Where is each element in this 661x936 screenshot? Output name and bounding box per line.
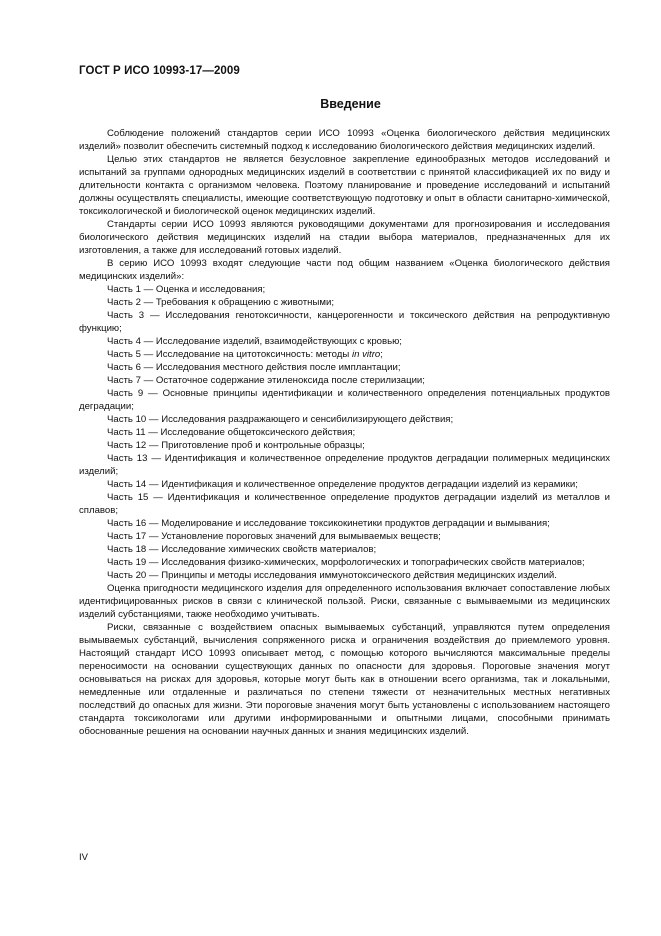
part-number: Часть 4 — (107, 336, 154, 347)
part-title-italic: in vitro (351, 349, 381, 360)
intro-paragraph: Целью этих стандартов не является безусловное закрепление единообразных методов исследований и испытаний за группами однородных медицинских изделий в соответствии с принятой классификацией их по виду и длительности контакта с организмом человека. Поэтому планирование и проведение исследований и испытаний должны осуществлять специалисты, имеющие соответствующую подготовку и опыт в области санитарно-химической, токсикологической и биологической оценок медицинских изделий. (79, 154, 610, 217)
part-number: Часть 15 — (107, 492, 163, 503)
document-header: ГОСТ Р ИСО 10993-17—2009 (79, 65, 240, 77)
part-item (79, 439, 610, 452)
part-title: Исследование на цитотоксичность: методы (155, 349, 352, 360)
part-item (79, 491, 610, 517)
part-item (79, 374, 610, 387)
part-title: Остаточное содержание этиленоксида после стерилизации; (155, 375, 425, 386)
part-title: Исследования местного действия после имплантации; (155, 362, 401, 373)
part-number: Часть 5 — (107, 349, 154, 360)
part-title: Исследование химических свойств материалов; (161, 544, 377, 555)
part-title: Идентификация и количественное определение продуктов деградации изделий из керамики; (161, 479, 578, 490)
part-item (79, 478, 610, 491)
part-item (79, 309, 610, 335)
intro-paragraph: В серию ИСО 10993 входят следующие части под общим названием «Оценка биологического действия медицинских изделий»: (79, 258, 610, 282)
part-title: Исследование общетоксического действия; (160, 427, 356, 438)
page-number: IV (79, 852, 88, 863)
part-item (79, 283, 610, 296)
part-title: Приготовление проб и контрольные образцы; (161, 440, 365, 451)
part-item (79, 387, 610, 413)
part-item (79, 530, 610, 543)
part-number: Часть 10 — (107, 414, 159, 425)
part-title: Установление пороговых значений для вымываемых веществ; (161, 531, 441, 542)
part-item (79, 556, 610, 569)
parts-list (79, 283, 610, 582)
part-item (79, 543, 610, 556)
part-title-tail: ; (380, 349, 383, 360)
part-number: Часть 2 — (107, 297, 154, 308)
part-number: Часть 19 — (107, 557, 159, 568)
document-body (79, 127, 610, 738)
part-item (79, 361, 610, 374)
part-item (79, 335, 610, 348)
part-title: Основные принципы идентификации и количественного определения потенциальных продуктов деградации; (79, 388, 610, 412)
part-item (79, 426, 610, 439)
part-title: Моделирование и исследование токсикокинетики продуктов деградации и вымывания; (161, 518, 550, 529)
part-item (79, 569, 610, 582)
part-item (79, 413, 610, 426)
part-title: Оценка и исследования; (155, 284, 266, 295)
part-title: Исследования раздражающего и сенсибилизирующего действия; (161, 414, 454, 425)
part-title: Принципы и методы исследования иммунотоксического действия медицинских изделий. (161, 570, 557, 581)
part-title: Исследования генотоксичности, канцерогенности и токсического действия на репродуктивную функцию; (79, 310, 610, 334)
part-number: Часть 16 — (107, 518, 159, 529)
part-item (79, 452, 610, 478)
part-number: Часть 1 — (107, 284, 154, 295)
part-title: Идентификация и количественное определение продуктов деградации изделий из металлов и сплавов; (79, 492, 611, 516)
outro-paragraph: Оценка пригодности медицинского изделия для определенного использования включает сопоставление любых идентифицированных рисков в связи с клинической пользой. Риски, связанные с вымываемыми из медицинских изделий субстанциями, также необходимо учитывать. (79, 583, 610, 620)
part-item (79, 517, 610, 530)
part-number: Часть 18 — (107, 544, 159, 555)
part-title: Требования к обращению с животными; (155, 297, 334, 308)
part-number: Часть 6 — (107, 362, 154, 373)
part-number: Часть 12 — (107, 440, 159, 451)
part-number: Часть 20 — (107, 570, 159, 581)
part-title: Исследования физико-химических, морфологических и топографических свойств материалов; (161, 557, 585, 568)
part-number: Часть 17 — (107, 531, 159, 542)
section-title: Введение (320, 97, 381, 111)
part-number: Часть 7 — (107, 375, 154, 386)
part-number: Часть 9 — (107, 388, 158, 399)
part-number: Часть 3 — (107, 310, 160, 321)
part-number: Часть 14 — (107, 479, 159, 490)
part-item (79, 348, 610, 361)
part-title: Исследование изделий, взаимодействующих с кровью; (155, 336, 402, 347)
part-item (79, 296, 610, 309)
intro-paragraph: Соблюдение положений стандартов серии ИСО 10993 «Оценка биологического действия медицинских изделий» позволит обеспечить системный подход к исследованию биологического действия медицинских изделий. (79, 128, 610, 152)
part-number: Часть 13 — (107, 453, 161, 464)
outro-paragraph: Риски, связанные с воздействием опасных вымываемых субстанций, управляются путем определения вымываемых субстанций, вычисления сопряженного риска и ограничения воздействия до приемлемого уровня. Настоящий стандарт ИСО 10993 описывает метод, с помощью которого вычисляются максимальные пределы переносимости на основании существующих данных по опасности для здоровья. Пороговые значения могут основываться на рисках для здоровья, которые могут быть как в отношении всего организма, так и локальными, немедленные или отдаленные и различаться по степени тяжести от незначительных местных негативных последствий до опасных для жизни. Эти пороговые значения могут быть установлены с использованием настоящего стандарта токсикологами или другими информированными и опытными лицами, способными принимать обоснованные решения на основании научных данных и знания медицинских изделий. (79, 622, 610, 737)
part-title: Идентификация и количественное определение продуктов деградации полимерных медицинских изделий; (79, 453, 611, 477)
intro-paragraph: Стандарты серии ИСО 10993 являются руководящими документами для прогнозирования и исследования биологического действия медицинских изделий на стадии выбора материалов, предназначенных для их изготовления, а также для исследований готовых изделий. (79, 219, 610, 256)
part-number: Часть 11 — (107, 427, 158, 438)
